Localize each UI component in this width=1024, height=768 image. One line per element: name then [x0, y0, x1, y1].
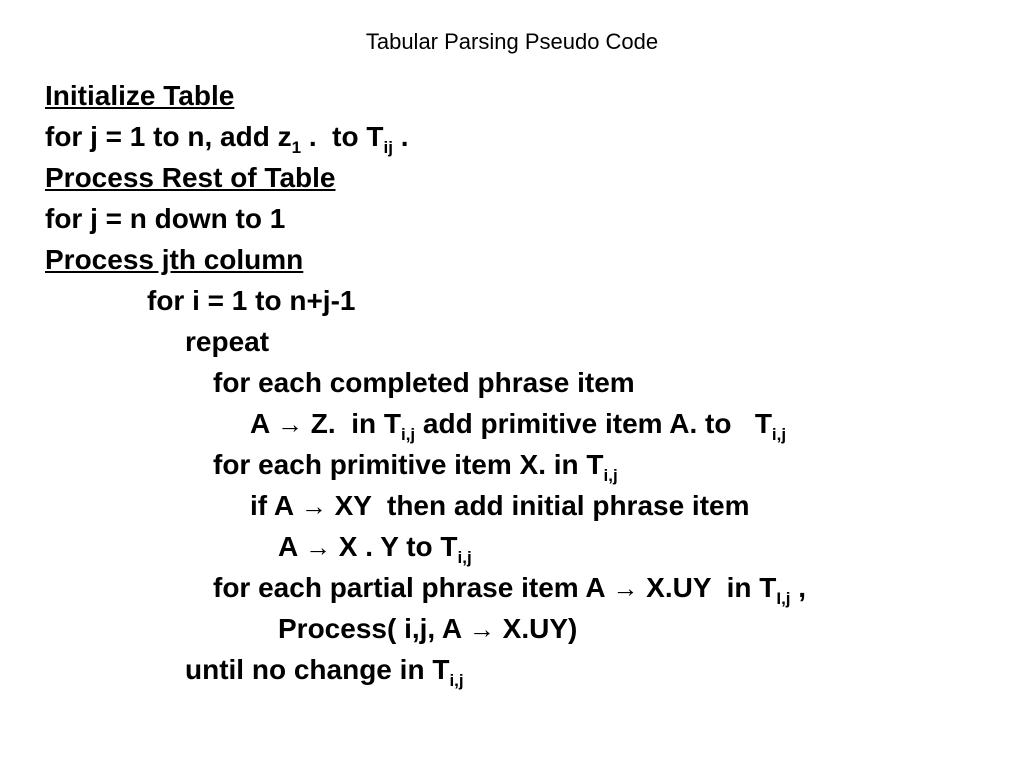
right-arrow-icon: → — [612, 573, 639, 603]
right-arrow-icon: → — [300, 491, 327, 521]
code-line-process-call: Process( i,j, A → X.UY) — [278, 613, 578, 644]
code-line-partial-phrase: for each partial phrase item A → X.UY in $T_{I,j}$ , — [213, 572, 807, 608]
right-arrow-icon: → — [304, 532, 331, 562]
code-line-until: until no change in $T_{i,j}$ — [185, 654, 464, 690]
code-line-completed-phrase: for each completed phrase item — [213, 367, 635, 398]
process-column-heading: Process jth column — [45, 244, 304, 275]
slide-title: Tabular Parsing Pseudo Code — [365, 29, 659, 54]
code-line-if-xy: if A → XY then add initial phrase item — [250, 490, 750, 521]
code-line-add-primitive: A → Z. in $T_{i,j}$ add primitive item A. to $T_{i,j}$ — [250, 408, 787, 444]
code-line-add-z1: for j = 1 to n, add $z_1$ . to $T_{ij}$ . — [45, 121, 409, 157]
process-rest-heading: Process Rest of Table — [45, 162, 336, 193]
right-arrow-icon: → — [276, 409, 303, 439]
code-line-for-i: for i = 1 to n+j-1 — [147, 285, 356, 316]
code-line-primitive-item: for each primitive item X. in $T_{i,j}$ — [213, 449, 618, 485]
code-line-a-x-y: A → X . Y to $T_{i,j}$ — [278, 531, 472, 567]
code-line-for-j: for j = n down to 1 — [45, 203, 286, 234]
initialize-table-heading: Initialize Table — [45, 80, 235, 111]
right-arrow-icon: → — [468, 614, 495, 644]
code-line-repeat: repeat — [185, 326, 270, 357]
